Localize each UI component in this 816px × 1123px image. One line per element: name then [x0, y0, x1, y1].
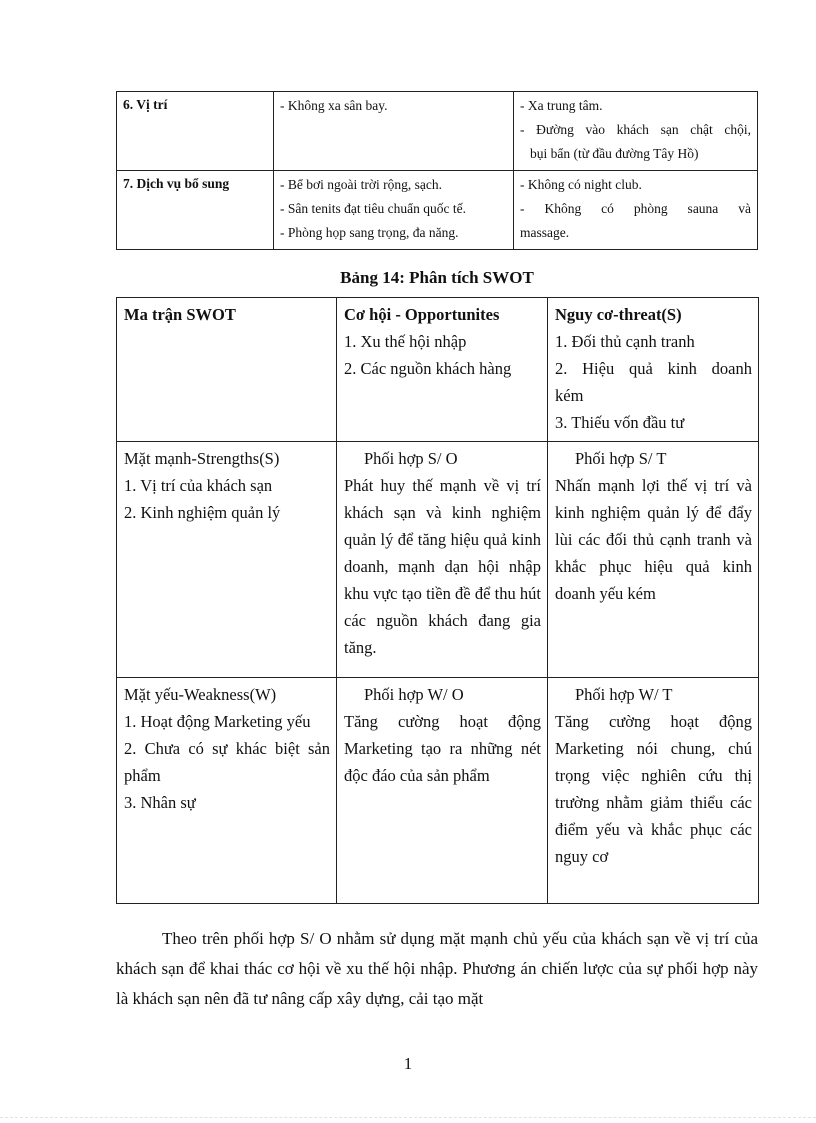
- matrix-header-cell: [117, 298, 337, 442]
- opportunities-title: Cơ hội - Opportunites: [344, 305, 500, 324]
- paragraph-text: Theo trên phối hợp S/ O nhằm sử dụng mặt mạnh chủ yếu của khách sạn về vị trí của khách sạn để khai thác cơ hội về xu thế hội nhập. Phương án chiến lược của sự phối hợp này là khách sạn nên đã tư nâng cấp xây dựng, cải tạo mặt: [116, 929, 758, 1008]
- cell-line: bụi bẩn (từ đầu đường Tây Hồ): [530, 146, 699, 161]
- so-strategy-cell: [337, 442, 548, 678]
- list-item: 1. Hoạt động Marketing yếu: [124, 712, 311, 731]
- weaknesses-cell: [514, 92, 758, 171]
- cell-line: - Sân tenits đạt tiêu chuẩn quốc tế.: [280, 201, 466, 216]
- list-item: 1. Vị trí của khách sạn: [124, 476, 273, 495]
- list-item: kém: [555, 386, 584, 405]
- list-item: 2. Kinh nghiệm quản lý: [124, 503, 281, 522]
- list-item: 3. Nhân sự: [124, 793, 196, 812]
- weakness-title: Mặt yếu-Weakness(W): [124, 685, 277, 704]
- cell-line: - Xa trung tâm.: [520, 98, 603, 113]
- strengths-title: Mặt mạnh-Strengths(S): [124, 449, 280, 468]
- row-label: 6. Vị trí: [117, 92, 274, 171]
- st-strategy-cell: [548, 442, 759, 678]
- cell-line: - Phòng họp sang trọng, đa năng.: [280, 225, 459, 240]
- weaknesses-cell: [514, 171, 758, 250]
- strengths-cell: [274, 171, 514, 250]
- threats-cell: [548, 298, 759, 442]
- table-row: [117, 298, 759, 442]
- list-item: 2. Các nguồn khách hàng: [344, 359, 512, 378]
- page-number: 1: [403, 1054, 413, 1073]
- list-item: 2. Chưa có sự khác biệt sản phẩm: [124, 739, 330, 785]
- table-row: [117, 442, 759, 678]
- wt-text: Tăng cường hoạt động Marketing nói chung, chú trọng việc nghiên cứu thị trường nhằm giảm thiểu các điểm yếu và khắc phục các nguy cơ: [555, 712, 752, 866]
- cell-line: - Không xa sân bay.: [280, 98, 388, 113]
- wt-strategy-cell: [548, 678, 759, 904]
- opportunities-cell: [337, 298, 548, 442]
- cell-line: - Bể bơi ngoài trời rộng, sạch.: [280, 177, 442, 192]
- weakness-cell: [117, 678, 337, 904]
- st-text: Nhấn mạnh lợi thế vị trí và kinh nghiệm quản lý để đẩy lùi các đối thủ cạnh tranh và khắc phục hiệu quả kinh doanh yếu kém: [555, 476, 752, 603]
- swot-table: [116, 297, 759, 904]
- matrix-title: Ma trận SWOT: [124, 305, 236, 324]
- body-paragraph: [116, 924, 758, 1014]
- strengths-cell: [117, 442, 337, 678]
- st-title: Phối hợp S/ T: [575, 449, 667, 468]
- cell-line: massage.: [520, 225, 570, 240]
- threats-title: Nguy cơ-threat(S): [555, 305, 682, 324]
- list-item: 1. Xu thế hội nhập: [344, 332, 467, 351]
- comparison-table: [116, 91, 758, 250]
- wo-text: Tăng cường hoạt động Marketing tạo ra những nét độc đáo của sản phẩm: [344, 712, 541, 785]
- wo-strategy-cell: [337, 678, 548, 904]
- list-item: 1. Đối thủ cạnh tranh: [555, 332, 695, 351]
- table-caption: Bảng 14: Phân tích SWOT: [340, 268, 534, 287]
- strengths-cell: [274, 92, 514, 171]
- wt-title: Phối hợp W/ T: [575, 685, 673, 704]
- row-label: 7. Dịch vụ bổ sung: [117, 171, 274, 250]
- list-item: 3. Thiếu vốn đầu tư: [555, 413, 685, 432]
- wo-title: Phối hợp W/ O: [364, 685, 464, 704]
- so-text: Phát huy thế mạnh về vị trí khách sạn và kinh nghiệm quản lý để tăng hiệu quả kinh doanh, mạnh dạn hội nhập khu vực tạo tiền đề để thu hút các nguồn khách đang gia tăng.: [344, 476, 541, 657]
- so-title: Phối hợp S/ O: [364, 449, 458, 468]
- cell-line: - Không có night club.: [520, 177, 642, 192]
- list-item: 2. Hiệu quả kinh doanh: [555, 359, 752, 378]
- table-row: [117, 171, 758, 250]
- page-divider: [0, 1117, 816, 1118]
- cell-line: - Đường vào khách sạn chật chội,: [520, 122, 751, 137]
- cell-line: - Không có phòng sauna và: [520, 201, 751, 216]
- table-row: [117, 92, 758, 171]
- table-row: [117, 678, 759, 904]
